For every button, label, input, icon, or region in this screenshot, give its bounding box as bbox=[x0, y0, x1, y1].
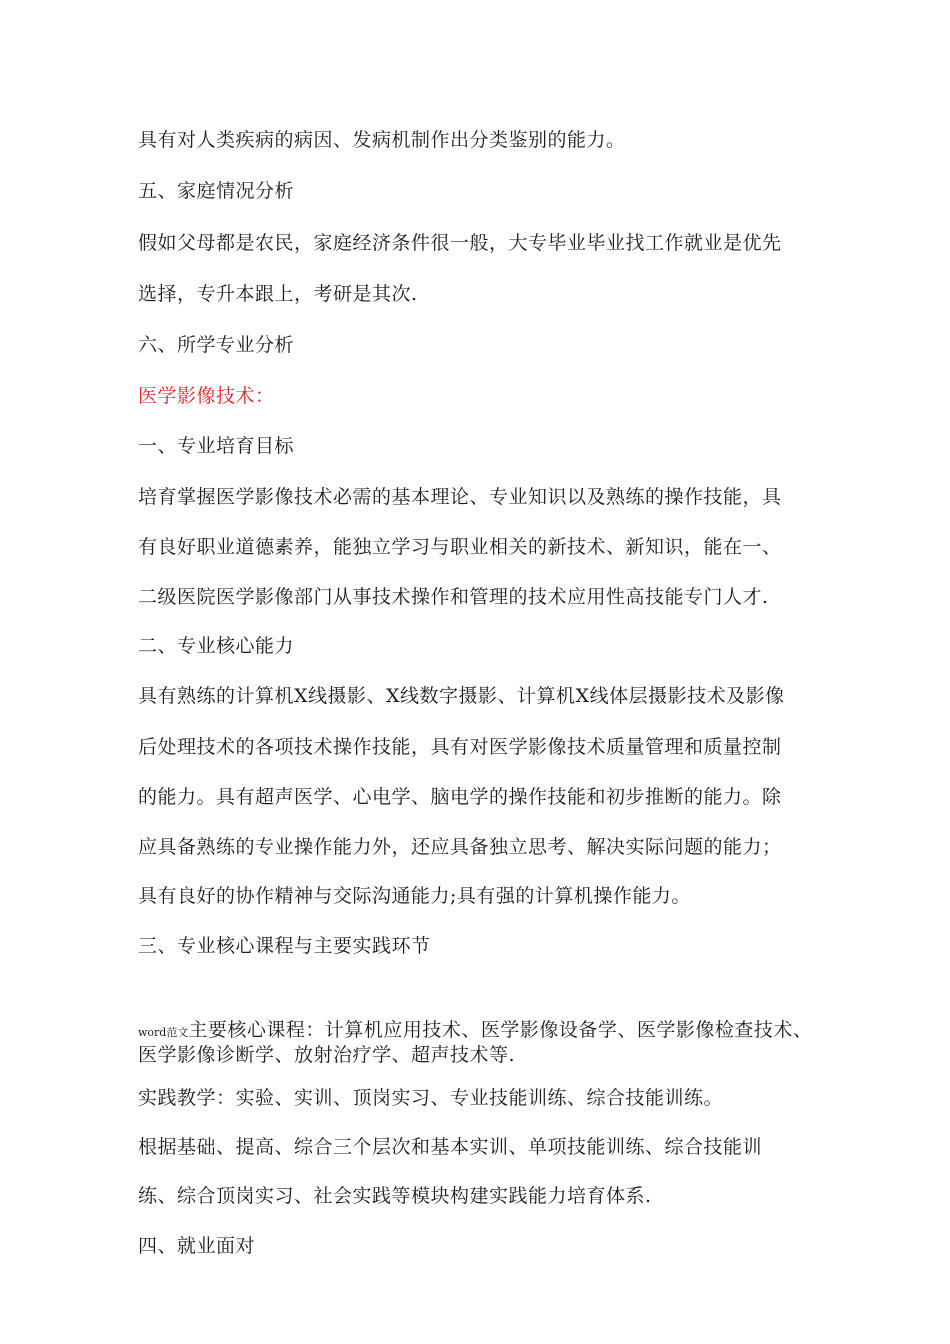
subsection-heading-courses: 三、专业核心课程与主要实践环节 bbox=[138, 935, 431, 957]
core-courses-text: 主要核心课程：计算机应用技术、医学影像设备学、医学影像检查技术、医学影像诊断学、放射治疗学、超声技术等. bbox=[138, 1019, 813, 1066]
subsection-heading-employment: 四、就业面对 bbox=[138, 1235, 256, 1257]
major-title: 医学影像技术： bbox=[138, 385, 275, 407]
paragraph-line: 培育掌握医学影像技术必需的基本理论、专业知识以及熟练的操作技能，具 bbox=[138, 486, 782, 508]
paragraph-line: 具有对人类疾病的病因、发病机制作出分类鉴别的能力。 bbox=[138, 129, 626, 151]
paragraph-line: 有良好职业道德素养，能独立学习与职业相关的新技术、新知识，能在一、 bbox=[138, 536, 782, 558]
paragraph-line: 练、综合顶岗实习、社会实践等模块构建实践能力培育体系. bbox=[138, 1185, 652, 1207]
paragraph-line: 实践教学：实验、实训、顶岗实习、专业技能训练、综合技能训练。 bbox=[138, 1087, 724, 1109]
paragraph-line: 根据基础、提高、综合三个层次和基本实训、单项技能训练、综合技能训 bbox=[138, 1136, 763, 1158]
subsection-heading-goal: 一、专业培育目标 bbox=[138, 435, 295, 457]
paragraph-line: 的能力。具有超声医学、心电学、脑电学的操作技能和初步推断的能力。除 bbox=[138, 786, 782, 808]
section-heading-major: 六、所学专业分析 bbox=[138, 334, 295, 356]
paragraph-line: 二级医院医学影像部门从事技术操作和管理的技术应用性高技能专门人才. bbox=[138, 586, 769, 608]
paragraph-line: 应具备熟练的专业操作能力外，还应具备独立思考、解决实际问题的能力； bbox=[138, 836, 782, 858]
paragraph-line: 具有良好的协作精神与交际沟通能力;具有强的计算机操作能力。 bbox=[138, 885, 691, 907]
paragraph-line: 假如父母都是农民，家庭经济条件很一般，大专毕业毕业找工作就业是优先 bbox=[138, 232, 782, 254]
paragraph-line: 后处理技术的各项技术操作技能，具有对医学影像技术质量管理和质量控制 bbox=[138, 736, 782, 758]
paragraph-line: 选择，专升本跟上，考研是其次. bbox=[138, 283, 418, 305]
paragraph-line: 具有熟练的计算机X线摄影、X线数字摄影、计算机X线体层摄影技术及影像 bbox=[138, 685, 785, 707]
section-heading-family: 五、家庭情况分析 bbox=[138, 180, 295, 202]
core-courses-paragraph bbox=[138, 1019, 828, 1066]
subsection-heading-ability: 二、专业核心能力 bbox=[138, 635, 295, 657]
word-tag: word范文 bbox=[138, 1026, 189, 1039]
